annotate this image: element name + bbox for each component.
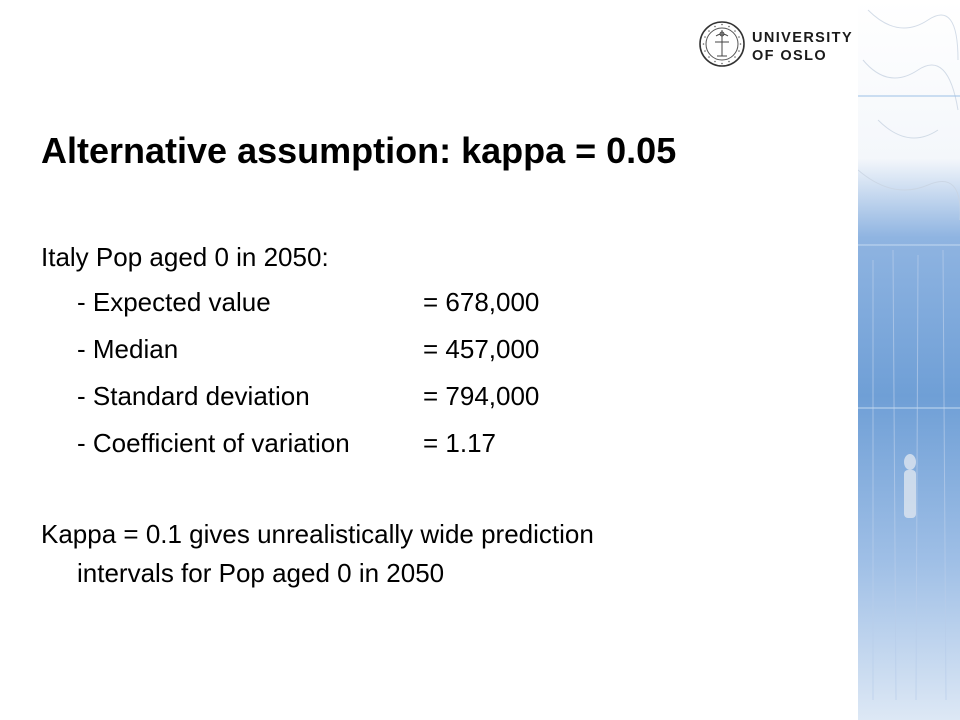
- logo-line-1: UNIVERSITY: [752, 30, 854, 46]
- university-logo: [698, 20, 854, 70]
- stat-value: = 678,000: [423, 287, 540, 317]
- intro-line: Italy Pop aged 0 in 2050:: [41, 242, 329, 272]
- stat-value: = 794,000: [423, 381, 540, 411]
- stat-label: - Expected value: [77, 287, 271, 317]
- stat-row-standard-deviation: [77, 380, 637, 412]
- stat-row-median: [77, 333, 637, 365]
- side-band-graphic: [858, 0, 960, 720]
- stat-row-coefficient-of-variation: [77, 427, 637, 459]
- slide-title: Alternative assumption: kappa = 0.05: [41, 130, 677, 171]
- logo-line-2: OF OSLO: [752, 48, 828, 64]
- stat-label: - Median: [77, 334, 179, 364]
- note-line-2: intervals for Pop aged 0 in 2050: [77, 558, 445, 588]
- university-seal-icon: [698, 20, 746, 68]
- stat-value: = 457,000: [423, 334, 540, 364]
- note-line-1: Kappa = 0.1 gives unrealistically wide prediction: [41, 519, 594, 549]
- stat-label: - Coefficient of variation: [77, 428, 350, 458]
- university-logo-text: [752, 29, 853, 65]
- stat-value: = 1.17: [423, 428, 497, 458]
- stat-row-expected-value: [77, 286, 637, 318]
- decorative-side-band: [858, 0, 960, 720]
- stat-label: - Standard deviation: [77, 381, 310, 411]
